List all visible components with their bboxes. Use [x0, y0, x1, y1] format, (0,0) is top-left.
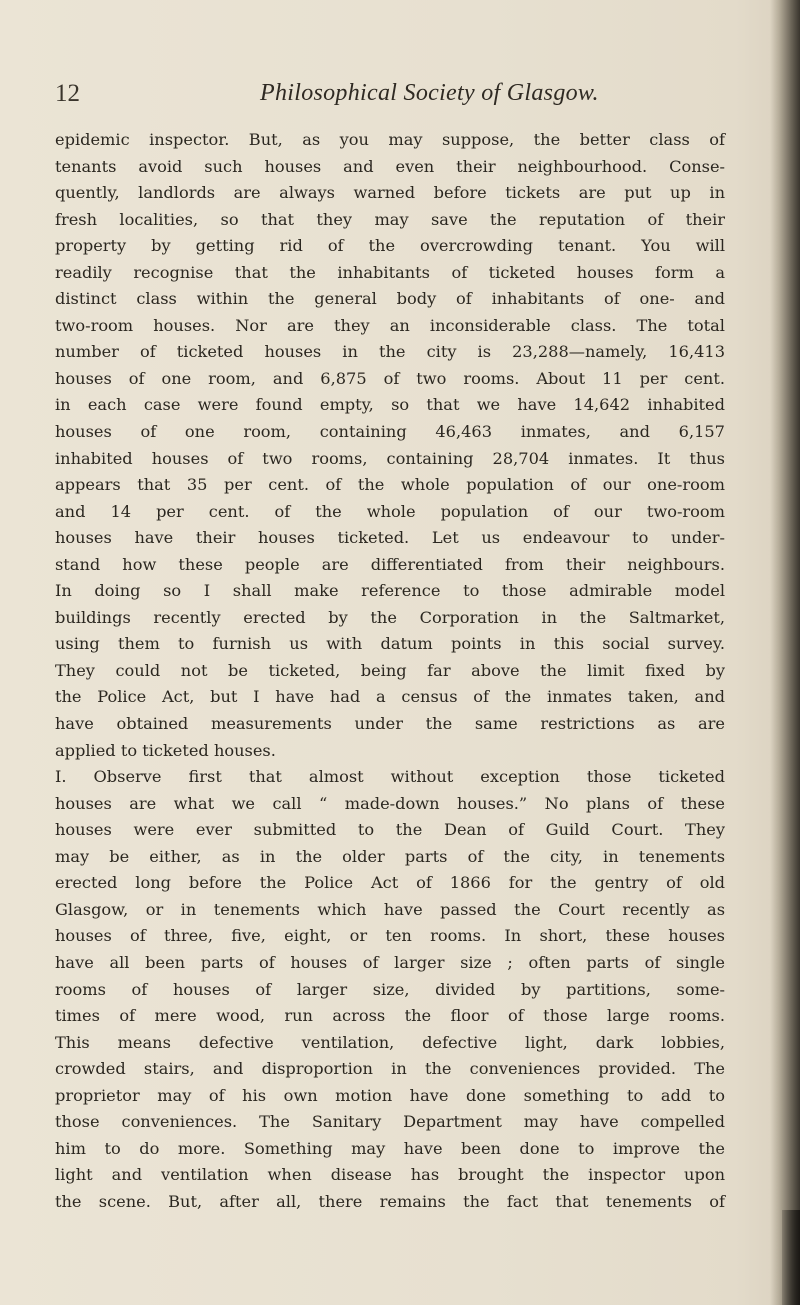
text-line: the scene. But, after all, there remains the fact that tenements of [55, 1191, 725, 1211]
text-line: fresh localities, so that they may save the reputation of their [55, 209, 725, 229]
text-line: inhabited houses of two rooms, containing 28,704 inmates. It thus [55, 448, 725, 468]
text-line: In doing so I shall make reference to those admirable model [55, 581, 725, 601]
text-line: houses have their houses ticketed. Let us endeavour to under- [55, 528, 725, 548]
binding-shadow [770, 0, 800, 1305]
body-text [55, 127, 725, 1215]
text-line: have all been parts of houses of larger size ; often parts of single [55, 952, 725, 972]
text-line: tenants avoid such houses and even their neighbourhood. Conse- [55, 156, 725, 176]
text-line: those conveniences. The Sanitary Department may have compelled [55, 1112, 725, 1132]
text-line: readily recognise that the inhabitants of ticketed houses form a [55, 262, 725, 282]
text-line: proprietor may of his own motion have done something to add to [55, 1085, 725, 1105]
text-line: houses of one room, containing 46,463 inmates, and 6,157 [55, 422, 725, 442]
text-line: stand how these people are differentiated from their neighbours. [55, 554, 725, 574]
text-line: houses of three, five, eight, or ten rooms. In short, these houses [55, 926, 725, 946]
text-line: have obtained measurements under the same restrictions as are [55, 714, 725, 734]
text-line: crowded stairs, and disproportion in the conveniences provided. The [55, 1059, 725, 1079]
text-line: houses of one room, and 6,875 of two rooms. About 11 per cent. [55, 368, 725, 388]
page-number: 12 [55, 80, 80, 107]
text-line: light and ventilation when disease has brought the inspector upon [55, 1165, 725, 1185]
text-line: epidemic inspector. But, as you may suppose, the better class of [55, 130, 725, 149]
text-line: buildings recently erected by the Corporation in the Saltmarket, [55, 607, 725, 627]
text-line: him to do more. Something may have been done to improve the [55, 1138, 725, 1158]
text-line: number of ticketed houses in the city is 23,288—namely, 16,413 [55, 342, 725, 362]
text-line: may be either, as in the older parts of the city, in tenements [55, 846, 725, 866]
text-line: Glasgow, or in tenements which have passed the Court recently as [55, 899, 725, 919]
running-head: Philosophical Society of Glasgow. [260, 80, 599, 106]
text-line: distinct class within the general body of inhabitants of one- and [55, 289, 725, 309]
text-line: using them to furnish us with datum points in this social survey. [55, 634, 725, 654]
text-line: property by getting rid of the overcrowding tenant. You will [55, 236, 725, 256]
text-line: quently, landlords are always warned before tickets are put up in [55, 183, 725, 203]
binding-corner [782, 1210, 800, 1305]
text-line: applied to ticketed houses. [55, 740, 276, 760]
text-line: in each case were found empty, so that we have 14,642 inhabited [55, 395, 725, 415]
text-line: houses were ever submitted to the Dean of Guild Court. They [55, 820, 725, 840]
text-line: erected long before the Police Act of 1866 for the gentry of old [55, 873, 725, 893]
text-line: They could not be ticketed, being far above the limit fixed by [55, 660, 725, 680]
text-line: I. Observe first that almost without exception those ticketed [55, 767, 725, 787]
text-line: rooms of houses of larger size, divided by partitions, some- [55, 979, 725, 999]
text-line: This means defective ventilation, defective light, dark lobbies, [55, 1032, 725, 1052]
text-line: appears that 35 per cent. of the whole population of our one-room [55, 475, 725, 495]
text-line: two-room houses. Nor are they an inconsiderable class. The total [55, 315, 725, 335]
page-header [55, 80, 735, 114]
text-line: the Police Act, but I have had a census of the inmates taken, and [55, 687, 725, 707]
text-line: houses are what we call “ made-down houses.” No plans of these [55, 793, 725, 813]
text-line: times of mere wood, run across the floor of those large rooms. [55, 1006, 725, 1026]
text-line: and 14 per cent. of the whole population of our two-room [55, 501, 725, 521]
